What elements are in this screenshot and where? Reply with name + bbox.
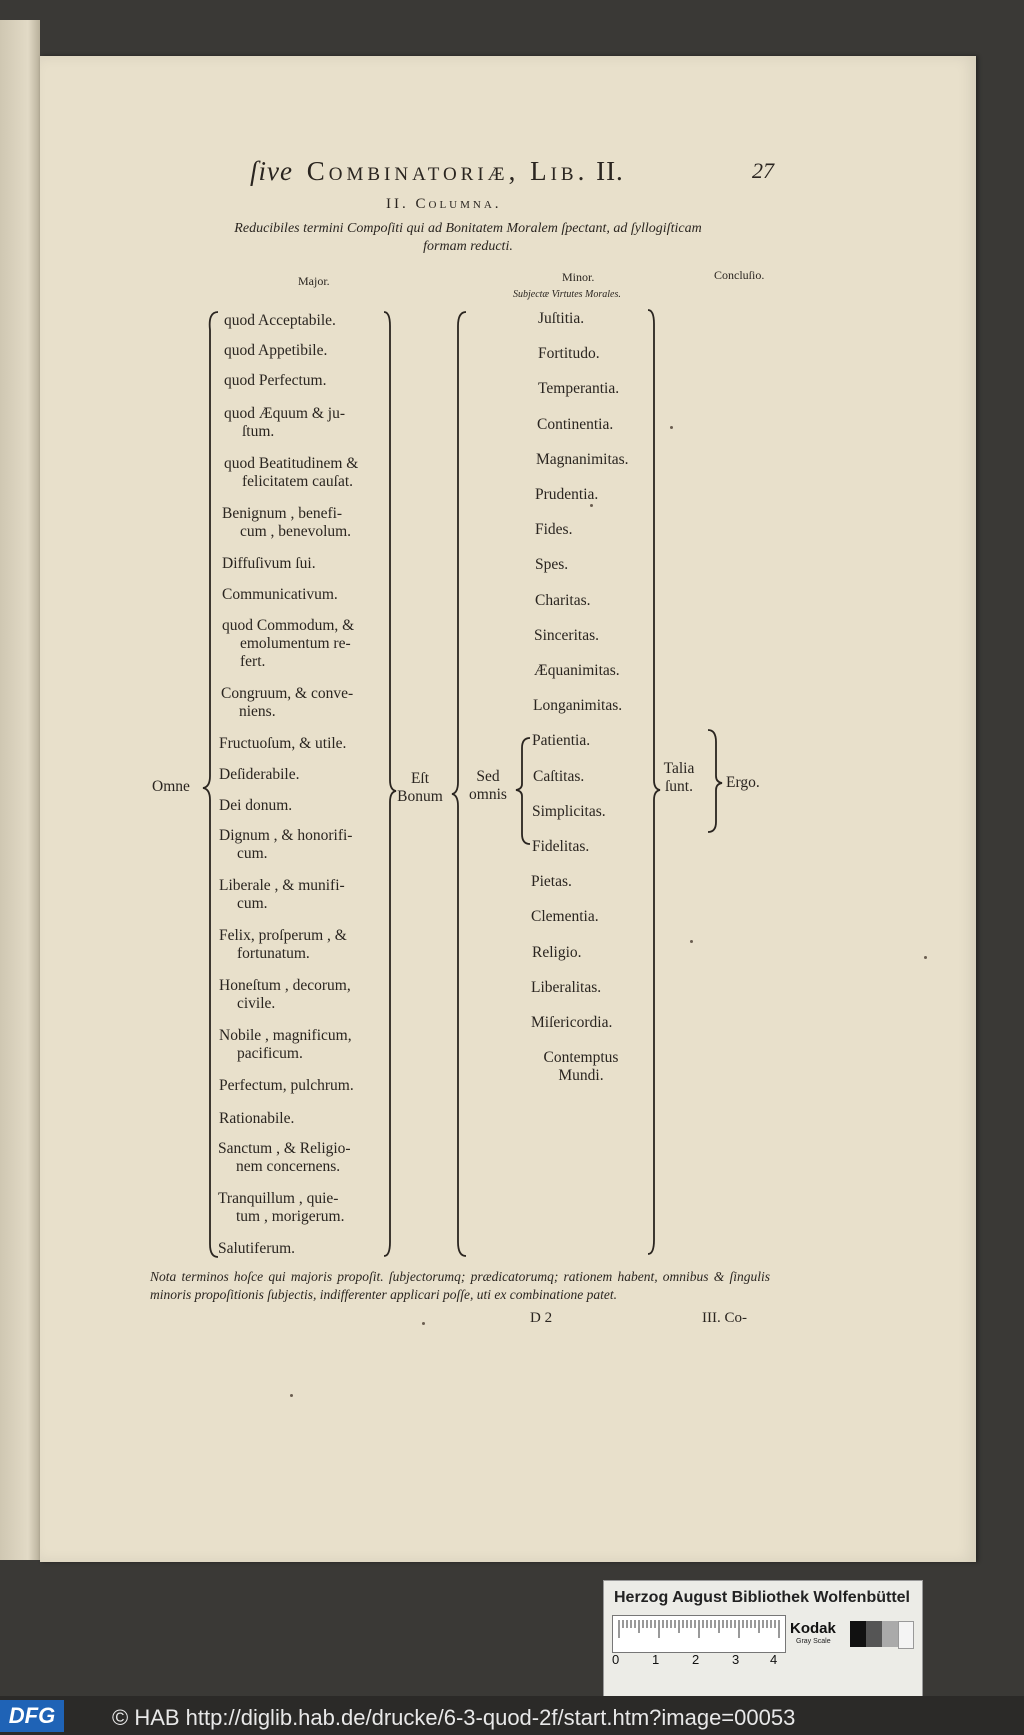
- header-minor-sub: Subjectæ Virtutes Morales.: [513, 289, 621, 300]
- major-term-line: Rationabile.: [219, 1110, 295, 1127]
- minor-term: Juſtitia.: [538, 310, 585, 327]
- major-term-line: fert.: [240, 653, 266, 670]
- major-term-line: niens.: [239, 703, 276, 720]
- major-term-line: nem concernens.: [236, 1158, 341, 1175]
- major-term-line: quod Acceptabile.: [224, 312, 336, 329]
- minor-term: Caſtitas.: [533, 767, 585, 785]
- gray-scale-label: Gray Scale: [796, 1638, 831, 1645]
- minor-term: Fortitudo.: [538, 345, 600, 363]
- major-right-brace: [384, 312, 396, 1256]
- major-term-line: Tranquillum , quie-: [218, 1190, 339, 1207]
- ruler-number-0: 0: [612, 1652, 620, 1667]
- minor-term: Liberalitas.: [531, 978, 602, 996]
- card-title: Herzog August Bibliothek Wolfenbüttel: [614, 1589, 910, 1606]
- major-term-line: Fructuoſum, & utile.: [219, 735, 347, 752]
- major-term-line: cum , benevolum.: [240, 523, 352, 540]
- minor-term: Temperantia.: [538, 380, 620, 398]
- major-term-line: tum , morigerum.: [236, 1208, 345, 1225]
- minor-term: Longanimitas.: [533, 697, 623, 715]
- minor-term: Prudentia.: [535, 486, 599, 503]
- header-conclusio: Concluſio.: [714, 268, 765, 282]
- column-subtitle: Reducibiles termini Compoſiti qui ad Bonitatem Moralem ſpectant, ad ſyllogiſticam formam reducti.: [234, 221, 702, 254]
- minor-term: Religio.: [532, 943, 582, 961]
- minor-left-brace: [452, 312, 466, 1256]
- minor-term: Simplicitas.: [532, 802, 606, 820]
- talia-brace: [708, 730, 722, 832]
- color-calibration-card: [603, 1580, 923, 1700]
- minor-term: Spes.: [535, 556, 569, 574]
- dfg-logo: DFG: [0, 1700, 64, 1732]
- conclusion-ergo: Ergo.: [726, 774, 760, 791]
- minor-term: Contemptus Mundi.: [543, 1049, 619, 1085]
- subject-omne: Omne: [152, 778, 190, 795]
- minor-term: Fides.: [535, 521, 573, 539]
- header-minor: Minor.: [562, 270, 595, 284]
- major-term-line: Benignum , benefi-: [222, 505, 343, 522]
- running-head-title: Combinatoriæ, Lib.: [306, 156, 589, 186]
- ruler-number-1: 1: [652, 1652, 660, 1667]
- major-term-line: quod Perfectum.: [224, 372, 327, 389]
- signature-mark: D 2: [530, 1310, 553, 1326]
- copula-line-2: Bonum: [397, 788, 443, 805]
- minor-term: Æquanimitas.: [534, 662, 620, 679]
- ruler-number-3: 3: [732, 1652, 740, 1667]
- major-term-line: Congruum, & conve-: [221, 685, 354, 702]
- major-term-line: Nobile , magnificum,: [219, 1027, 352, 1044]
- minor-term: Miſericordia.: [531, 1014, 613, 1031]
- running-head-book: II.: [596, 156, 624, 186]
- major-term-line: Salutiferum.: [218, 1240, 296, 1257]
- swatch-light-gray: [882, 1621, 898, 1647]
- major-term-line: Honeſtum , decorum,: [219, 977, 351, 994]
- minor-term: Charitas.: [535, 591, 591, 609]
- minor-term: Clementia.: [531, 908, 599, 926]
- copula-line-1: Eſt: [410, 770, 430, 787]
- ruler-number-4: 4: [770, 1652, 778, 1667]
- swatch-white: [898, 1621, 914, 1649]
- column-title: II. Columna.: [386, 196, 502, 212]
- major-term-line: pacificum.: [237, 1045, 303, 1062]
- minor-term: Patientia.: [532, 732, 591, 750]
- running-head-sive: ſive: [250, 156, 293, 186]
- sed-line-1: Sed: [476, 768, 500, 785]
- swatch-black: [850, 1621, 866, 1647]
- major-term-line: Liberale , & munifi-: [219, 877, 345, 894]
- subgroup-brace: [516, 738, 530, 844]
- major-term-line: quod Æquum & ju-: [224, 405, 345, 422]
- major-term-line: Diffuſivum ſui.: [222, 555, 316, 572]
- minor-term: Continentia.: [537, 415, 614, 433]
- major-term-line: fortunatum.: [237, 945, 310, 962]
- major-term-line: felicitatem cauſat.: [242, 473, 354, 490]
- major-term-line: Dignum , & honorifi-: [219, 827, 353, 844]
- page-number: 27: [752, 158, 774, 183]
- minor-term: Magnanimitas.: [536, 450, 629, 468]
- minor-right-brace: [648, 310, 660, 1254]
- swatch-dark-gray: [866, 1621, 882, 1647]
- major-term-line: Perfectum, pulchrum.: [219, 1077, 354, 1094]
- major-term-line: Communicativum.: [222, 586, 338, 603]
- major-term-line: Felix, proſperum , &: [219, 927, 347, 944]
- major-term-line: cum.: [237, 895, 268, 912]
- ruler-ticks: [613, 1616, 785, 1652]
- major-term-line: civile.: [237, 995, 276, 1012]
- major-term-line: Dei donum.: [219, 797, 293, 814]
- kodak-label: Kodak: [790, 1620, 836, 1637]
- ruler-number-2: 2: [692, 1652, 700, 1667]
- talia-line-2: ſunt.: [665, 778, 693, 795]
- ruler-scale: [612, 1615, 786, 1653]
- catchword: III. Co-: [702, 1310, 747, 1326]
- major-term-line: quod Commodum, &: [222, 617, 355, 634]
- minor-term: Sinceritas.: [534, 626, 599, 644]
- major-term-line: Sanctum , & Religio-: [218, 1140, 351, 1157]
- major-term-line: Deſiderabile.: [219, 766, 300, 783]
- major-term-line: cum.: [237, 845, 268, 862]
- talia-line-1: Talia: [663, 760, 695, 777]
- major-term-line: quod Beatitudinem &: [224, 455, 359, 472]
- omne-brace: [203, 312, 218, 1257]
- sed-line-2: omnis: [469, 786, 507, 803]
- header-major: Major.: [298, 274, 330, 288]
- footnote: Nota terminos hoſce qui majoris propoſit. ſubjectorumq; prædicatorumq; rationem habent, omnibus & ſingulis minoris propoſitionis ſubjectis, indifferenter applicari poſſe, uti ex combinatione patet.: [150, 1269, 770, 1302]
- major-term-line: ſtum.: [242, 423, 275, 440]
- minor-term: Pietas.: [531, 873, 572, 891]
- major-term-line: quod Appetibile.: [224, 342, 328, 359]
- minor-term: Fidelitas.: [532, 838, 590, 855]
- footer-copyright-link[interactable]: © HAB http://diglib.hab.de/drucke/6-3-quod-2f/start.htm?image=00053: [112, 1705, 796, 1730]
- major-term-line: emolumentum re-: [240, 635, 351, 652]
